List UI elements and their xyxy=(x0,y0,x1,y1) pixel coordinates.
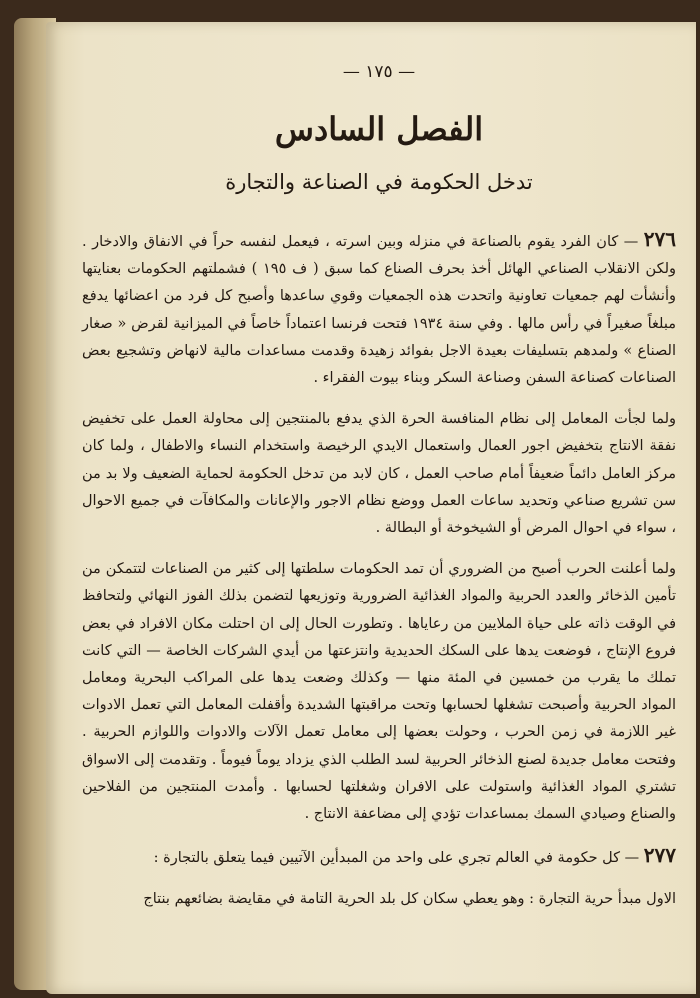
paragraph-number: ٢٧٧ xyxy=(643,843,676,868)
paragraph-276 xyxy=(82,226,676,392)
book-page xyxy=(46,22,696,994)
chapter-title: الفصل السادس xyxy=(274,110,484,148)
paragraph-war xyxy=(82,556,676,828)
section-title: تدخل الحكومة في الصناعة والتجارة xyxy=(225,170,533,194)
paragraph-text: ولما لجأت المعامل إلى نظام المنافسة الحرة الذي يدفع بالمنتجين إلى محاولة العمل على تخفيض نفقة الانتاج بتخفيض اجور العمال واستعمال الايدي الرخيصة واستخدام النساء والاطفال ، ولما كان مركز العامل دائماً ضعيفاً أمام صاحب العمل ، كان لابد من تدخل الحكومة لحماية الضعيف ولا بد من سن تشريع صناعي وتحديد ساعات العمل ووضع نظام الاجور والإعانات والمكافآت في جميع الاحوال ، سواء في احوال المرض أو الشيخوخة أو البطالة . xyxy=(82,411,676,537)
paragraph-text: الاول مبدأ حرية التجارة : وهو يعطي سكان كل بلد الحرية التامة في مقايضة بضائعهم بنتاج xyxy=(143,891,676,908)
paragraph-text: — كل حكومة في العالم تجري على واحد من المبدأين الآتيين فيما يتعلق بالتجارة : xyxy=(153,850,644,867)
paragraph-number: ٢٧٦ xyxy=(643,227,676,251)
paragraph-text: — كان الفرد يقوم بالصناعة في منزله وبين اسرته ، فيعمل لنفسه حراً في الانفاق والادخار . ولكن الانقلاب الصناعي الهائل أخذ بحرف الصناع كما سبق ( ف ١٩٥ ) فشملتهم الحكومات بعنايتها وأنشأت لهم جمعيات تعاونية واتحدت هذه الجمعيات وقوي ساعدها وأصبح كل فرد من اعضائها يدفع مبلغاً صغيراً في رأس مالها . وفي سنة ١٩٣٤ فتحت فرنسا اعتماداً خاصاً في الميزانية لقرض « صغار الصناع » ولمدهم بتسليفات بعيدة الاجل بفوائد زهيدة وقدمت مساعدات مالية لانهاض وتشجيع بعض الصناعات كصناعة السفن وصناعة السكر وبناء بيوت الفقراء . xyxy=(82,234,676,387)
paragraph-workers xyxy=(82,406,676,542)
page-number: — ١٧٥ — xyxy=(342,62,416,82)
paragraph-text: ولما أعلنت الحرب أصبح من الضروري أن تمد الحكومات سلطتها إلى كثير من الصناعات لتتمكن من تأمين الذخائر والعدد الحربية والمواد الغذائية الضرورية وتوزيعها لتضمن بذلك الفوز النهائي ولتحافظ في الوقت ذاته على حياة الملايين من رعاياها . وتطورت الحال إلى ان احتلت مكان الافراد في بعض فروع الإنتاج ، فوضعت يدها على السكك الحديدية وانتزعتها من أيدي الشركات الخاصة — التي كانت تملك ما يقرب من خمسين في المئة منها — وكذلك وضعت يدها على المراكب البحرية ومعامل المواد الحربية وأصبحت تشغلها لحسابها وتحت مراقبتها الشديدة وأقفلت المعامل التي تعمل الادوات غير اللازمة في زمن الحرب ، وحولت بعضها إلى معامل تعمل الآلات والادوات واللوازم الحربية . وفتحت معامل جديدة لصنع الذخائر الحربية لسد الطلب الذي يزداد يوماً فيوماً . وتقدمت إلى الاسواق تشتري المواد الغذائية واستولت على الافران وشغلتها لحسابها . وأمدت المنتجين من الفلاحين والصناع وصيادي السمك بمساعدات تؤدي إلى مضاعفة الانتاج . xyxy=(82,561,676,823)
paragraph-free-trade xyxy=(82,886,676,913)
paragraph-277 xyxy=(82,842,676,872)
page-text xyxy=(82,62,676,928)
